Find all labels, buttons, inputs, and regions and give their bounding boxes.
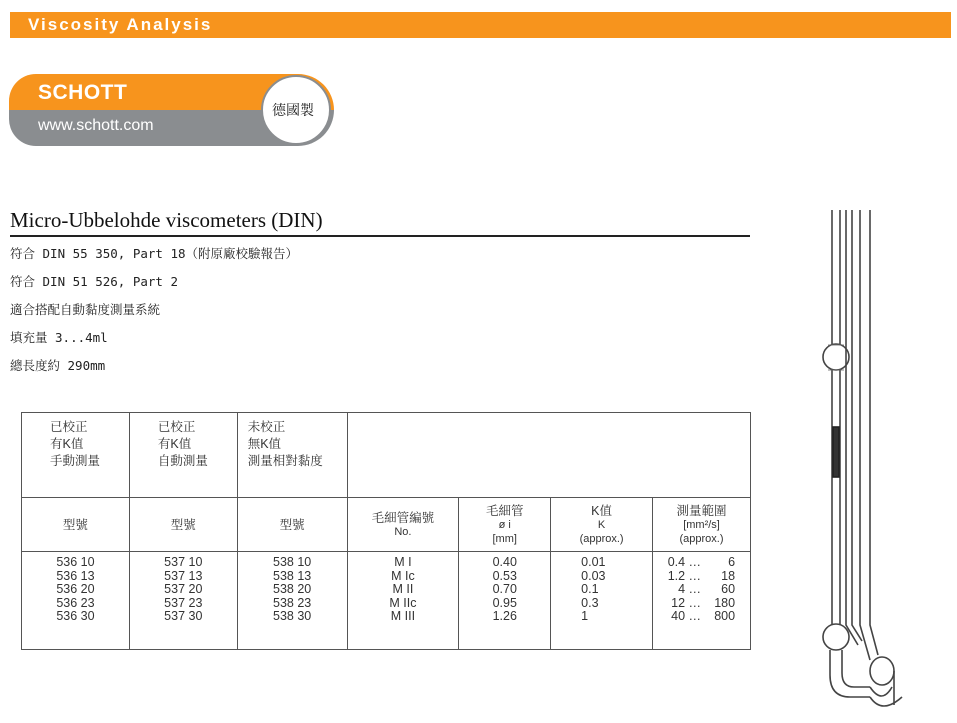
table-cell: 0.53 xyxy=(492,568,517,583)
table-cell: 0.03 xyxy=(581,568,606,583)
model-col-537 xyxy=(129,552,237,650)
product-title: Micro-Ubbelohde viscometers (DIN) xyxy=(10,208,750,237)
range-from: 12 … xyxy=(671,595,702,610)
header-text: K值 xyxy=(591,504,613,518)
logo-url: www.schott.com xyxy=(38,117,154,134)
model-col-538 xyxy=(237,552,347,650)
group-line: 手動測量 xyxy=(50,454,101,468)
table-cell: 537 20 xyxy=(164,582,203,596)
table-cell: 536 20 xyxy=(56,582,95,596)
table-cell: 536 13 xyxy=(56,568,95,583)
group-line: 有K值 xyxy=(157,437,192,451)
header-text: ø i xyxy=(498,519,511,531)
group-line: 未校正 xyxy=(247,420,286,434)
table-cell: 537 23 xyxy=(164,595,203,610)
header-model xyxy=(237,498,347,552)
table-cell: 0.40 xyxy=(492,555,517,569)
table-cell xyxy=(657,610,749,624)
table-cell xyxy=(657,556,749,570)
table-cell: 538 23 xyxy=(273,595,312,610)
header-range xyxy=(653,498,751,552)
table-cell: 536 30 xyxy=(56,609,95,623)
table-cell: M II xyxy=(392,582,414,596)
range-to: 18 xyxy=(721,568,736,583)
header-text: 測量範圍 xyxy=(676,504,727,518)
header-text: 毛細管編號 xyxy=(371,511,435,525)
range-to: 800 xyxy=(714,609,736,623)
group-empty-cell xyxy=(347,413,750,498)
spec-line: 總長度約 290mm xyxy=(10,358,106,373)
range-from: 0.4 … xyxy=(667,555,702,569)
range-to: 6 xyxy=(728,555,736,569)
range-from: 40 … xyxy=(671,609,702,623)
header-capillary-no xyxy=(347,498,459,552)
spec-line: 填充量 3...4ml xyxy=(10,330,108,345)
model-col-536 xyxy=(22,552,130,650)
table-cell: 1.26 xyxy=(492,609,517,623)
header-text: 毛細管 xyxy=(485,504,524,518)
header-k-value xyxy=(551,498,653,552)
table-cell: M IIc xyxy=(389,595,417,610)
group-line: 已校正 xyxy=(50,420,88,434)
group-line: 測量相對黏度 xyxy=(247,454,323,468)
table-cell: M III xyxy=(390,609,416,623)
table-cell: 0.1 xyxy=(581,582,599,596)
header-model xyxy=(22,498,130,552)
range-to: 180 xyxy=(714,595,736,610)
spec-line: 適合搭配自動黏度測量系統 xyxy=(10,302,161,317)
k-col xyxy=(551,552,653,650)
table-cell: 0.01 xyxy=(581,555,606,569)
header-capillary-dia xyxy=(459,498,551,552)
group-line: 無K值 xyxy=(247,437,282,451)
header-banner xyxy=(10,12,951,38)
capillary-col xyxy=(347,552,459,650)
header-text: (approx.) xyxy=(579,533,624,545)
header-text: [mm²/s] xyxy=(683,519,720,531)
table-cell: 538 10 xyxy=(273,555,312,569)
group-line: 自動測量 xyxy=(157,454,208,468)
table-cell xyxy=(657,597,749,611)
spec-list xyxy=(10,244,298,384)
table-cell: 538 13 xyxy=(273,568,312,583)
logo-badge: 德國製 xyxy=(272,103,314,119)
banner-title: Viscosity Analysis xyxy=(28,15,213,34)
group-cell xyxy=(22,413,130,498)
table-cell: 536 23 xyxy=(56,595,95,610)
range-to: 60 xyxy=(721,582,736,596)
group-cell xyxy=(237,413,347,498)
spec-line: 符合 DIN 55 350, Part 18（附原廠校驗報告） xyxy=(10,246,299,261)
header-text: 型號 xyxy=(279,518,305,532)
header-text: No. xyxy=(394,526,412,538)
viscometer-illustration xyxy=(810,205,930,717)
group-line: 有K值 xyxy=(50,437,84,451)
table-cell: 537 13 xyxy=(164,568,203,583)
table-cell xyxy=(657,570,749,584)
table-cell: 537 10 xyxy=(164,555,203,569)
table-cell: 538 30 xyxy=(273,609,312,623)
range-from: 1.2 … xyxy=(667,568,702,583)
header-model xyxy=(129,498,237,552)
table-cell: 0.70 xyxy=(492,582,517,596)
table-cell: 537 30 xyxy=(164,609,203,623)
schott-logo xyxy=(8,72,338,148)
table-cell xyxy=(657,583,749,597)
table-cell: 536 10 xyxy=(56,555,95,569)
table-cell: 1 xyxy=(581,609,589,623)
group-cell xyxy=(129,413,237,498)
table-cell: 0.3 xyxy=(581,595,599,610)
header-text: (approx.) xyxy=(679,533,724,545)
spec-line: 符合 DIN 51 526, Part 2 xyxy=(10,274,178,289)
header-text: 型號 xyxy=(62,518,88,532)
diameter-col xyxy=(459,552,551,650)
table-cell: 538 20 xyxy=(273,582,312,596)
range-col xyxy=(653,552,751,650)
range-from: 4 … xyxy=(678,582,702,596)
group-line: 已校正 xyxy=(157,420,196,434)
header-text: 型號 xyxy=(170,518,196,532)
table-cell: M I xyxy=(394,555,412,569)
spec-table xyxy=(21,412,751,650)
header-text: [mm] xyxy=(492,533,517,545)
table-cell: 0.95 xyxy=(492,595,517,610)
header-text: K xyxy=(597,519,606,531)
logo-brand: SCHOTT xyxy=(38,81,128,104)
table-cell: M Ic xyxy=(391,568,415,583)
